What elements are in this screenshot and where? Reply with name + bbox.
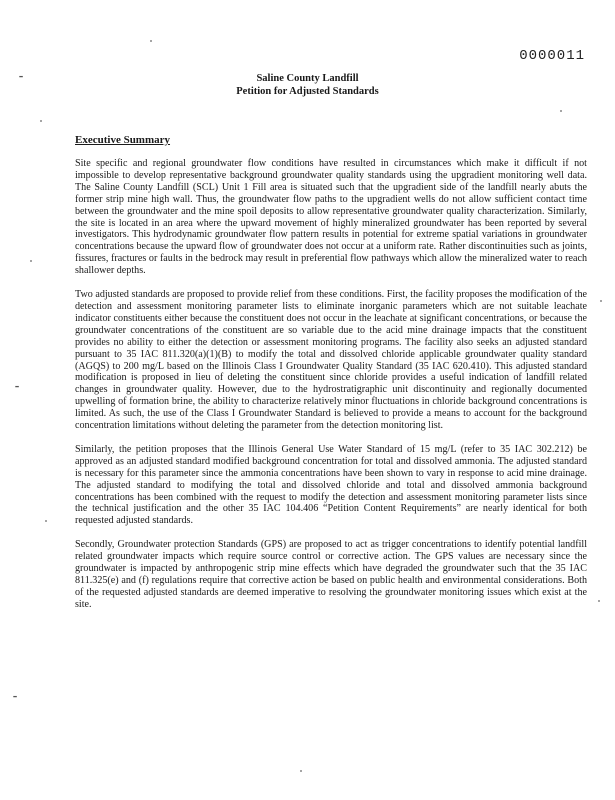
paragraph: Secondly, Groundwater protection Standards (GPS) are proposed to act as trigger concentrations to identify potential landfill related groundwater impacts which require source control or corrective action. The GPS values are necessary since the groundwater is impacted by anthropogenic strip mine effects which have degraded the groundwater such that the 35 IAC 811.325(e) and (f) regulations require that corrective action be based on public health and environmental considerations. Both of the requested adjusted standards are deemed imperative to resolving the groundwater monitoring issues which exist at the site.: [75, 539, 587, 610]
scan-mark: ⁃: [12, 690, 18, 704]
scan-mark: ⁃: [14, 380, 20, 394]
scan-speck: [150, 40, 152, 42]
body-text: [75, 158, 587, 623]
scan-speck: [300, 770, 302, 772]
section-heading: Executive Summary: [75, 134, 171, 146]
scan-speck: [30, 260, 32, 262]
page-number: 0000011: [519, 48, 585, 64]
title-line-1: Saline County Landfill: [256, 73, 359, 84]
paragraph: Site specific and regional groundwater flow conditions have resulted in circumstances which make it difficult if not impossible to develop representative background groundwater quality standards using the upgradient monitoring well data. The Saline County Landfill (SCL) Unit 1 Fill area is situated such that the upgradient side of the landfill nearly abuts the former strip mine high wall. Thus, the groundwater flow paths to the upgradient wells do not allow sufficient contact time between the groundwater and the mine spoil deposits to allow representative groundwater quality characterization. Similarly, the site is located in an area where the upward movement of highly mineralized groundwater has been reported by several investigators. This hydrodynamic groundwater flow pattern results in potential for extreme spatial variations in groundwater concentrations because the upward flow of groundwater does not occur at a uniform rate. Rather discontinuities such as joints, fissures, fractures or faults in the bedrock may result in preferential flow pathways which allow the mineralized water to reach shallower depths.: [75, 158, 587, 277]
scan-mark: ⁃: [18, 70, 24, 84]
document-title: [0, 72, 615, 98]
scan-speck: [45, 520, 47, 522]
scan-speck: [598, 600, 600, 602]
scan-speck: [560, 110, 562, 112]
scan-speck: [40, 120, 42, 122]
scan-speck: [600, 300, 602, 302]
title-line-2: Petition for Adjusted Standards: [236, 86, 379, 97]
paragraph: Similarly, the petition proposes that the Illinois General Use Water Standard of 15 mg/L (refer to 35 IAC 302.212) be approved as an adjusted standard modified background concentration for total and dissolved ammonia. The adjusted standard is necessary for this parameter since the ammonia concentrations have been shown to vary in response to acid mine drainage. The adjusted standard to modifying the total and dissolved chloride and total and dissolved ammonia background concentrations has been combined with the request to modify the detection and assessment monitoring parameter lists since the technical justification and the other 35 IAC 104.406 “Petition Content Requirements” are nearly identical for both requested adjusted standards.: [75, 443, 587, 527]
paragraph: Two adjusted standards are proposed to provide relief from these conditions. First, the facility proposes the modification of the detection and assessment monitoring parameter lists to eliminate inorganic parameters which are not suitable leachate indicator constituents either because the constituent does not occur in the leachate at significant concentrations, or because the groundwater concentrations of the constituent are so variable due to the acid mine drainage impacts that the constituent provides no ability to either the detection or assessment monitoring programs. The facility also seeks an adjusted standard pursuant to 35 IAC 811.320(a)(1)(B) to modify the total and dissolved chloride applicable groundwater quality standard (AGQS) to 200 mg/L based on the Illinois Class I Groundwater Quality Standard (35 IAC 620.410). This adjusted standard modification is proposed in lieu of deleting the constituent since chloride provides a useful indication of landfill related changes in groundwater quality. However, due to the hydrostratigraphic unit discontinuity and regionally documented upwelling of formation brine, the ability to characterize relatively minor fluctuations in chloride background concentrations is limited. As such, the use of the Class I Groundwater Standard is believed to provide a means to account for the background concentration limitations without deleting the parameter from the detection monitoring list.: [75, 289, 587, 432]
